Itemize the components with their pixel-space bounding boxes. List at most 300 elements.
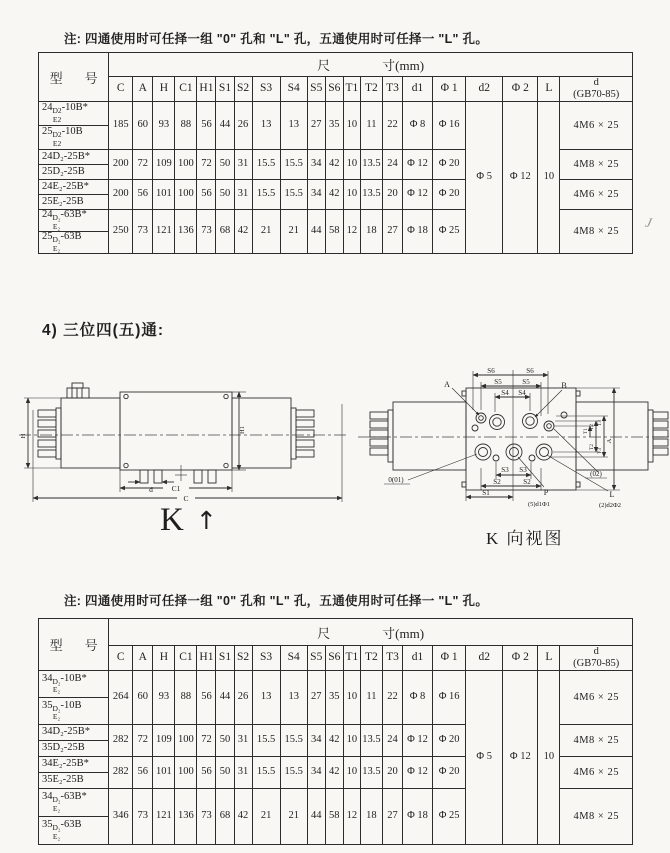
port-label-a: A (444, 380, 450, 389)
value-cell: 44 (307, 210, 325, 254)
value-cell: 13.5 (360, 180, 382, 210)
value-cell: 10 (343, 180, 360, 210)
value-cell: Φ 25 (433, 210, 466, 254)
model-name: 35D₂-25B (42, 742, 85, 754)
model-variant-stack (53, 824, 61, 841)
model-cell (39, 741, 109, 757)
value-cell: 136 (175, 789, 197, 845)
value-cell: Φ 20 (433, 180, 466, 210)
model-variant-top: D₂ (52, 235, 61, 245)
col-header: H (153, 77, 175, 102)
value-cell: 34 (307, 180, 325, 210)
value-cell: 264 (109, 671, 133, 725)
valve-side-view-drawing (15, 378, 350, 508)
dim-header-char: 尺 (317, 625, 331, 641)
merged-phi2-cell: Φ 12 (503, 671, 538, 845)
value-cell: 50 (216, 757, 234, 789)
screw-spec-cell: 4M6 × 25 (560, 180, 633, 210)
value-cell: 21 (252, 210, 280, 254)
value-cell: 26 (234, 102, 252, 150)
screw-spec-cell: 4M6 × 25 (560, 757, 633, 789)
model-prefix: 25 (42, 126, 53, 138)
value-cell: 68 (216, 210, 234, 254)
col-header: H1 (197, 646, 216, 671)
model-cell (39, 180, 109, 195)
col-header: Φ 2 (503, 77, 538, 102)
col-header: T2 (360, 77, 382, 102)
model-cell (39, 773, 109, 789)
value-cell: 27 (382, 210, 402, 254)
dim-label-t2: T2 (589, 443, 595, 451)
value-cell: 121 (153, 789, 175, 845)
model-cell (39, 195, 109, 210)
model-name: 35E₂-25B (42, 774, 84, 786)
value-cell: 27 (382, 789, 402, 845)
value-cell: 346 (109, 789, 133, 845)
value-cell: 100 (175, 180, 197, 210)
value-cell: 13.5 (360, 150, 382, 180)
col-header-screw-top: d (593, 646, 599, 657)
value-cell: 22 (382, 102, 402, 150)
model-column-header (39, 619, 109, 671)
model-variant-stack (53, 107, 62, 124)
value-cell: 73 (197, 789, 216, 845)
dim-label-t3: T3 (597, 447, 603, 455)
value-cell: 13 (252, 102, 280, 150)
model-prefix: 25 (42, 231, 53, 243)
screw-spec-cell: 4M8 × 25 (560, 150, 633, 180)
merged-l-cell: 10 (538, 671, 560, 845)
merged-d2-cell: Φ 5 (466, 671, 503, 845)
model-variant-stack (53, 705, 61, 722)
port-label-p: P (543, 488, 549, 497)
value-cell: 42 (234, 210, 252, 254)
value-cell: 50 (216, 725, 234, 757)
value-cell: 15.5 (280, 725, 307, 757)
col-header: S3 (252, 77, 280, 102)
value-cell: 15.5 (252, 150, 280, 180)
value-cell: 44 (216, 102, 234, 150)
value-cell: 13.5 (360, 757, 382, 789)
value-cell: 109 (153, 150, 175, 180)
value-cell: 26 (234, 671, 252, 725)
col-header-screw (560, 77, 633, 102)
value-cell: 44 (216, 671, 234, 725)
model-prefix: 35 (42, 819, 53, 831)
col-header: Φ 1 (433, 77, 466, 102)
model-variant-top: D₂ (52, 823, 61, 833)
value-cell: 15.5 (252, 725, 280, 757)
value-cell: 11 (360, 671, 382, 725)
model-name: 24E₂-25B* (42, 180, 89, 192)
model-name: 25E₂-25B (42, 195, 84, 207)
model-header-char: 型 (49, 638, 63, 654)
port-label-l: L (609, 490, 615, 499)
dim-label-c: C (183, 494, 189, 503)
port-note-p: (5)d1Φ1 (527, 501, 551, 508)
value-cell: 60 (133, 102, 153, 150)
model-cell (39, 210, 109, 232)
value-cell: 22 (382, 671, 402, 725)
value-cell: 18 (360, 210, 382, 254)
section-heading: 4) 三位四(五)通: (42, 322, 165, 339)
value-cell: 42 (325, 757, 343, 789)
value-cell: 109 (153, 725, 175, 757)
value-cell: 31 (234, 725, 252, 757)
model-name: 24D₂-25B* (42, 150, 90, 162)
port-note-l: (2)d2Φ2 (598, 502, 622, 509)
dim-header-unit: 寸(mm) (382, 58, 425, 73)
value-cell: 58 (325, 789, 343, 845)
screw-spec-cell: 4M6 × 25 (560, 102, 633, 150)
up-arrow-icon: ↑ (195, 506, 217, 535)
value-cell: 10 (343, 150, 360, 180)
model-cell (39, 165, 109, 180)
model-variant-stack (53, 131, 62, 148)
note-bottom: 注: 四通使用时可任择一组 "0" 孔和 "L" 孔，五通使用时可任择一 "L" 孔。 (64, 594, 489, 608)
port-label-o2: (02) (590, 470, 602, 478)
col-header-screw-bottom: (GB70-85) (573, 658, 620, 670)
value-cell: 21 (252, 789, 280, 845)
model-variant-bottom: E₂ (52, 712, 61, 722)
value-cell: 12 (343, 789, 360, 845)
value-cell: 10 (343, 102, 360, 150)
value-cell: Φ 12 (402, 725, 432, 757)
value-cell: 56 (197, 757, 216, 789)
model-variant-bottom: E₂ (52, 831, 61, 841)
dim-label-s3: S3 (501, 466, 509, 474)
dim-label-s5: S5 (522, 378, 530, 386)
dim-label-t3: T3 (597, 419, 603, 427)
col-header: L (538, 646, 560, 671)
model-name: 25D₂-25B (42, 165, 85, 177)
value-cell: 68 (216, 789, 234, 845)
col-header: T2 (360, 646, 382, 671)
model-suffix: -10B* (60, 672, 87, 684)
value-cell: 13 (280, 671, 307, 725)
value-cell: Φ 12 (402, 180, 432, 210)
col-header: d1 (402, 77, 432, 102)
col-header: d2 (466, 77, 503, 102)
value-cell: Φ 8 (402, 671, 432, 725)
value-cell: 56 (197, 671, 216, 725)
value-cell: 20 (382, 180, 402, 210)
model-variant-bottom: E2 (52, 114, 62, 124)
model-header-char: 号 (84, 70, 98, 86)
col-header: T1 (343, 77, 360, 102)
value-cell: Φ 18 (402, 210, 432, 254)
col-header: C1 (175, 77, 197, 102)
value-cell: 88 (175, 671, 197, 725)
model-variant-top: D₂ (52, 703, 61, 713)
value-cell: 101 (153, 180, 175, 210)
dim-label-t1: T1 (583, 427, 589, 435)
k-letter: K (160, 502, 184, 538)
col-header: S4 (280, 646, 307, 671)
value-cell: Φ 16 (433, 671, 466, 725)
value-cell: 35 (325, 671, 343, 725)
dim-label-s2: S2 (523, 478, 531, 486)
dim-label-s4: S4 (518, 389, 526, 397)
col-header: H1 (197, 77, 216, 102)
value-cell: 42 (325, 725, 343, 757)
model-prefix: 35 (42, 699, 53, 711)
model-prefix: 24 (42, 102, 53, 114)
col-header: S2 (234, 646, 252, 671)
value-cell: 60 (133, 671, 153, 725)
col-header: Φ 1 (433, 646, 466, 671)
col-header: S2 (234, 77, 252, 102)
dim-label-h: H (20, 433, 27, 439)
col-header: S1 (216, 77, 234, 102)
dim-label-s2: S2 (493, 478, 501, 486)
value-cell: 56 (133, 757, 153, 789)
col-header: C1 (175, 646, 197, 671)
value-cell: 100 (175, 757, 197, 789)
dimension-table-top (38, 52, 633, 254)
model-column-header (39, 53, 109, 102)
col-header: T1 (343, 646, 360, 671)
dim-label-s3: S3 (519, 466, 527, 474)
k-view-caption: K 向视图 (486, 529, 564, 548)
value-cell: 250 (109, 210, 133, 254)
model-suffix: -63B* (60, 209, 87, 221)
model-header-char: 号 (84, 638, 98, 654)
col-header: S4 (280, 77, 307, 102)
value-cell: 44 (307, 789, 325, 845)
model-header-char: 型 (49, 70, 63, 86)
model-prefix: 34 (42, 672, 53, 684)
value-cell: Φ 18 (402, 789, 432, 845)
value-cell: 34 (307, 150, 325, 180)
col-header-screw-bottom: (GB70-85) (573, 89, 620, 101)
value-cell: 15.5 (252, 757, 280, 789)
dim-header-char: 尺 (317, 58, 331, 73)
valve-k-view-drawing (358, 358, 670, 510)
model-cell (39, 232, 109, 254)
model-suffix: -10B (61, 126, 83, 138)
value-cell: 15.5 (280, 180, 307, 210)
model-variant-top: D2 (52, 106, 62, 116)
value-cell: 72 (133, 150, 153, 180)
col-header: C (109, 646, 133, 671)
dim-label-d: d (149, 485, 153, 494)
col-header: S6 (325, 646, 343, 671)
col-header: L (538, 77, 560, 102)
dim-label-s5: S5 (494, 378, 502, 386)
value-cell: 72 (133, 725, 153, 757)
model-cell (39, 817, 109, 845)
dim-label-s6: S6 (487, 367, 495, 375)
value-cell: 100 (175, 725, 197, 757)
value-cell: 200 (109, 180, 133, 210)
value-cell: 42 (234, 789, 252, 845)
dimensions-group-header (109, 619, 633, 646)
value-cell: 50 (216, 150, 234, 180)
value-cell: 282 (109, 757, 133, 789)
model-prefix: 24 (42, 209, 53, 221)
value-cell: Φ 20 (433, 725, 466, 757)
dim-label-t2: T2 (589, 423, 595, 431)
value-cell: 200 (109, 150, 133, 180)
value-cell: 18 (360, 789, 382, 845)
model-variant-bottom: E2 (52, 138, 62, 148)
model-variant-bottom: E₂ (52, 243, 61, 253)
model-suffix: -63B* (60, 791, 87, 803)
value-cell: 10 (343, 757, 360, 789)
value-cell: 31 (234, 180, 252, 210)
value-cell: Φ 25 (433, 789, 466, 845)
value-cell: Φ 12 (402, 757, 432, 789)
value-cell: 72 (197, 150, 216, 180)
value-cell: Φ 20 (433, 150, 466, 180)
dim-label-c1: C1 (171, 484, 181, 493)
value-cell: 73 (197, 210, 216, 254)
col-header-screw-top: d (593, 77, 599, 88)
merged-l-cell: 10 (538, 102, 560, 254)
screw-spec-cell: 4M8 × 25 (560, 210, 633, 254)
value-cell: 136 (175, 210, 197, 254)
value-cell: 15.5 (280, 150, 307, 180)
col-header: A (133, 77, 153, 102)
value-cell: 31 (234, 150, 252, 180)
col-header: C (109, 77, 133, 102)
value-cell: 13.5 (360, 725, 382, 757)
model-suffix: -10B (60, 699, 82, 711)
model-variant-top: D₂ (52, 676, 61, 686)
col-header: A (133, 646, 153, 671)
value-cell: 31 (234, 757, 252, 789)
col-header: Φ 2 (503, 646, 538, 671)
model-variant-stack (53, 236, 61, 253)
model-cell (39, 725, 109, 741)
value-cell: 11 (360, 102, 382, 150)
value-cell: Φ 16 (433, 102, 466, 150)
k-direction-label (160, 502, 217, 539)
col-header-screw (560, 646, 633, 671)
dimension-table-bottom (38, 618, 633, 845)
model-suffix: -63B (60, 819, 82, 831)
model-variant-bottom: E₂ (52, 803, 61, 813)
value-cell: 21 (280, 210, 307, 254)
value-cell: 121 (153, 210, 175, 254)
dim-label-s6: S6 (526, 367, 534, 375)
value-cell: 100 (175, 150, 197, 180)
value-cell: 72 (197, 725, 216, 757)
dim-label-h1: H1 (239, 426, 246, 434)
model-variant-stack (53, 678, 61, 695)
model-name: 34D₂-25B* (42, 726, 90, 738)
value-cell: 34 (307, 725, 325, 757)
value-cell: 73 (133, 789, 153, 845)
screw-spec-cell: 4M8 × 25 (560, 725, 633, 757)
col-header: S6 (325, 77, 343, 102)
model-cell (39, 102, 109, 126)
value-cell: 56 (197, 180, 216, 210)
model-cell (39, 757, 109, 773)
value-cell: 73 (133, 210, 153, 254)
value-cell: 50 (216, 180, 234, 210)
value-cell: 101 (153, 757, 175, 789)
value-cell: 282 (109, 725, 133, 757)
model-variant-top: D2 (52, 130, 62, 140)
col-header: d1 (402, 646, 432, 671)
port-label-o: 0(01) (388, 476, 404, 484)
value-cell: 88 (175, 102, 197, 150)
value-cell: 13 (280, 102, 307, 150)
model-variant-top: D₂ (52, 213, 61, 223)
value-cell: 24 (382, 150, 402, 180)
model-suffix: -63B (60, 231, 82, 243)
value-cell: Φ 12 (402, 150, 432, 180)
value-cell: 93 (153, 671, 175, 725)
dimensions-group-header (109, 53, 633, 77)
value-cell: 12 (343, 210, 360, 254)
col-header: d2 (466, 646, 503, 671)
value-cell: 34 (307, 757, 325, 789)
merged-phi2-cell: Φ 12 (503, 102, 538, 254)
port-label-b: B (561, 381, 567, 390)
value-cell: 35 (325, 102, 343, 150)
value-cell: Φ 20 (433, 757, 466, 789)
dim-label-s1: S1 (482, 489, 490, 497)
col-header: S5 (307, 646, 325, 671)
col-header: S3 (252, 646, 280, 671)
model-variant-bottom: E₂ (52, 221, 61, 231)
value-cell: 42 (325, 180, 343, 210)
model-cell (39, 150, 109, 165)
col-header: S1 (216, 646, 234, 671)
value-cell: 13 (252, 671, 280, 725)
model-cell (39, 698, 109, 725)
value-cell: 20 (382, 757, 402, 789)
value-cell: 15.5 (280, 757, 307, 789)
value-cell: 21 (280, 789, 307, 845)
value-cell: Φ 8 (402, 102, 432, 150)
value-cell: 42 (325, 150, 343, 180)
dim-header-unit: 寸(mm) (382, 625, 425, 641)
value-cell: 24 (382, 725, 402, 757)
col-header: S5 (307, 77, 325, 102)
model-prefix: 34 (42, 791, 53, 803)
value-cell: 93 (153, 102, 175, 150)
model-cell (39, 671, 109, 698)
col-header: H (153, 646, 175, 671)
scan-artifact-mark: J (643, 215, 653, 232)
value-cell: 58 (325, 210, 343, 254)
dim-label-a: A (606, 438, 613, 444)
value-cell: 27 (307, 102, 325, 150)
screw-spec-cell: 4M8 × 25 (560, 789, 633, 845)
value-cell: 56 (197, 102, 216, 150)
col-header: T3 (382, 77, 402, 102)
dim-label-s4: S4 (501, 389, 509, 397)
value-cell: 185 (109, 102, 133, 150)
value-cell: 10 (343, 671, 360, 725)
value-cell: 27 (307, 671, 325, 725)
value-cell: 56 (133, 180, 153, 210)
value-cell: 10 (343, 725, 360, 757)
model-cell (39, 789, 109, 817)
model-variant-stack (53, 796, 61, 813)
value-cell: 15.5 (252, 180, 280, 210)
note-top: 注: 四通使用时可任择一组 "0" 孔和 "L" 孔，五通使用时可任择一 "L" 孔。 (64, 32, 489, 46)
model-variant-bottom: E₂ (52, 685, 61, 695)
model-name: 34E₂-25B* (42, 758, 89, 770)
merged-d2-cell: Φ 5 (466, 102, 503, 254)
col-header: T3 (382, 646, 402, 671)
model-cell (39, 126, 109, 150)
